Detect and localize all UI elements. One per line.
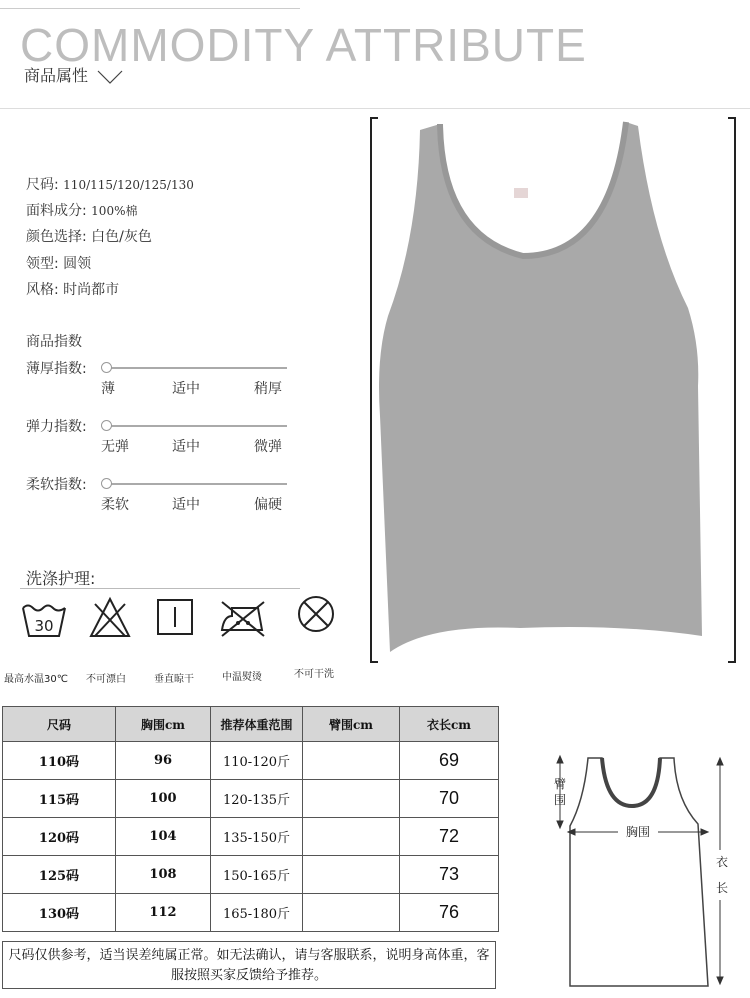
size-table (2, 706, 499, 932)
care-label-dry: 垂直晾干 (154, 674, 194, 685)
care-title: 洗涤护理: (26, 569, 96, 588)
attr-label: 面料成分: (26, 203, 87, 219)
softness-slider-track (105, 483, 287, 485)
no-wash-icon (296, 594, 336, 634)
thickness-label: 薄厚指数: (26, 361, 87, 377)
attr-label: 颜色选择: (26, 229, 87, 245)
top-rule (0, 8, 300, 9)
attr-value: 100%棉 (91, 204, 138, 218)
cell-arm (303, 742, 400, 780)
table-row (3, 818, 499, 856)
wash-30-icon (20, 600, 68, 640)
cell-chest: 108 (116, 856, 211, 894)
thickness-tick-low: 薄 (101, 381, 115, 397)
header-length: 衣长cm (400, 707, 499, 742)
care-divider (20, 588, 300, 589)
cell-weight: 150-165斤 (211, 856, 303, 894)
softness-label: 柔软指数: (26, 477, 87, 493)
index-title: 商品指数 (26, 334, 82, 350)
elasticity-label: 弹力指数: (26, 419, 87, 435)
cell-arm (303, 780, 400, 818)
cell-arm (303, 894, 400, 932)
line-dry-icon (156, 598, 194, 636)
garment-tag (514, 188, 528, 198)
tank-top-garment (379, 122, 702, 652)
header-weight: 推荐体重范围 (211, 707, 303, 742)
cell-size: 110码 (3, 742, 116, 780)
elasticity-tick-high: 微弹 (254, 439, 282, 455)
elasticity-slider-track (105, 425, 287, 427)
thickness-tick-high: 稍厚 (254, 381, 282, 397)
attr-style (26, 281, 119, 299)
softness-tick-mid: 适中 (172, 497, 200, 513)
attr-color (26, 228, 152, 246)
table-row (3, 780, 499, 818)
chevron-down-icon (97, 70, 123, 84)
no-bleach-icon (88, 596, 132, 640)
length-label-2: 长 (715, 881, 729, 895)
section-banner: COMMODITY ATTRIBUTE (20, 19, 587, 71)
care-label-iron: 中温熨烫 (222, 672, 262, 683)
cell-weight: 165-180斤 (211, 894, 303, 932)
elasticity-tick-mid: 适中 (172, 439, 200, 455)
chest-label: 胸围 (625, 825, 651, 839)
photo-bracket-left (371, 118, 378, 662)
cell-size: 115码 (3, 780, 116, 818)
softness-slider-knob (101, 478, 112, 489)
diagram-outline (570, 758, 708, 986)
cell-chest: 100 (116, 780, 211, 818)
table-row (3, 742, 499, 780)
attr-value: 白色/灰色 (91, 229, 152, 245)
cell-length: 69 (400, 742, 499, 780)
care-label-bleach: 不可漂白 (86, 674, 126, 685)
table-row (3, 856, 499, 894)
cell-length: 73 (400, 856, 499, 894)
iron-medium-icon (218, 598, 268, 638)
size-note: 尺码仅供参考，适当误差纯属正常。如无法确认，请与客服联系，说明身高体重，客服按照买家反馈给予推荐。 (2, 941, 496, 989)
cell-length: 70 (400, 780, 499, 818)
cell-weight: 135-150斤 (211, 818, 303, 856)
attr-fabric (26, 202, 137, 220)
cell-weight: 110-120斤 (211, 742, 303, 780)
elasticity-slider-knob (101, 420, 112, 431)
subtitle-text: 商品属性 (24, 66, 89, 85)
wash-temp-text: 30 (34, 617, 54, 635)
thickness-slider-track (105, 367, 287, 369)
cell-chest: 112 (116, 894, 211, 932)
attr-label: 尺码: (26, 177, 59, 193)
cell-length: 76 (400, 894, 499, 932)
attr-label: 风格: (26, 282, 59, 298)
cell-size: 130码 (3, 894, 116, 932)
attr-label: 领型: (26, 256, 59, 272)
elasticity-tick-low: 无弹 (101, 439, 129, 455)
attr-collar (26, 255, 91, 273)
cell-chest: 96 (116, 742, 211, 780)
softness-tick-low: 柔软 (101, 497, 129, 513)
product-photo (370, 116, 736, 664)
attr-value: 时尚都市 (63, 282, 120, 298)
table-row (3, 894, 499, 932)
care-label-drywash: 不可干洗 (294, 669, 334, 680)
photo-bracket-right (728, 118, 735, 662)
attr-value: 圆领 (63, 256, 92, 272)
care-label-wash: 最高水温30℃ (4, 674, 68, 685)
softness-tick-high: 偏硬 (254, 497, 282, 513)
cell-weight: 120-135斤 (211, 780, 303, 818)
length-label-1: 衣 (715, 855, 729, 869)
table-header-row (3, 707, 499, 742)
cell-arm (303, 856, 400, 894)
attr-value: 110/115/120/125/130 (63, 178, 194, 192)
arm-label-2: 围 (553, 793, 567, 807)
header-size: 尺码 (3, 707, 116, 742)
cell-length: 72 (400, 818, 499, 856)
thickness-slider-knob (101, 362, 112, 373)
thickness-tick-mid: 适中 (172, 381, 200, 397)
cell-size: 125码 (3, 856, 116, 894)
header-divider (0, 108, 750, 109)
cell-chest: 104 (116, 818, 211, 856)
section-subtitle (24, 66, 123, 86)
header-chest: 胸围cm (116, 707, 211, 742)
attr-size (26, 176, 194, 194)
arm-arrow (557, 756, 563, 828)
measurement-diagram (548, 750, 738, 990)
cell-arm (303, 818, 400, 856)
arm-label-1: 臂 (553, 777, 567, 791)
header-arm: 臂围cm (303, 707, 400, 742)
cell-size: 120码 (3, 818, 116, 856)
